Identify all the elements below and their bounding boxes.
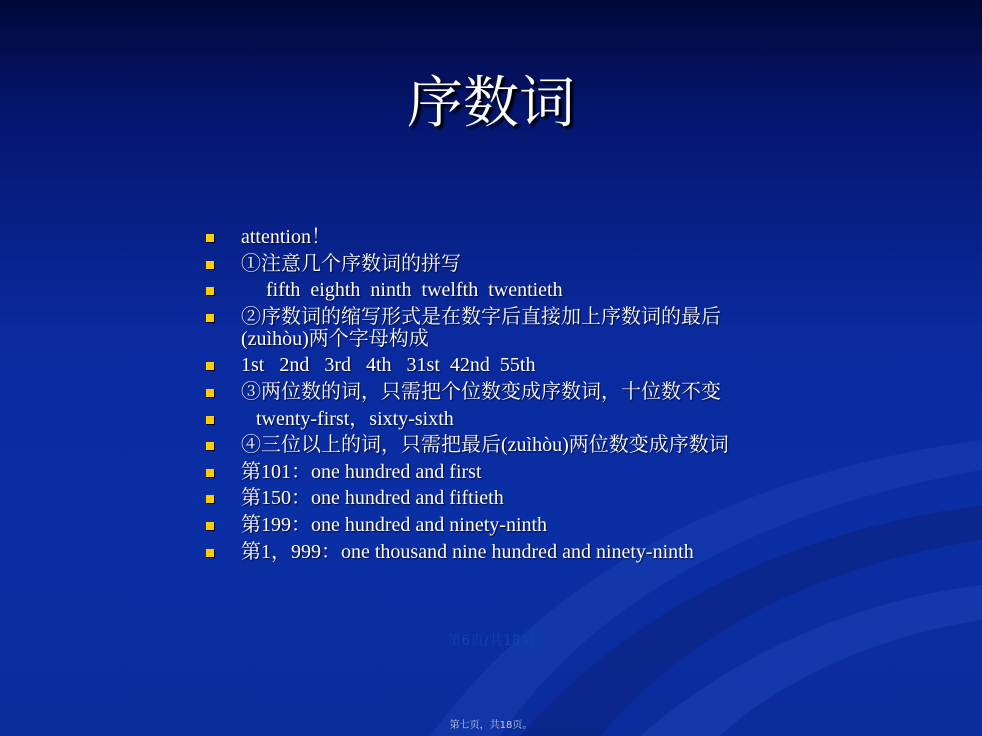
slide-title: 序数词 (407, 71, 575, 136)
bullet-item: 1st 2nd 3rd 4th 31st 42nd 55th (204, 354, 784, 376)
bullet-marker-icon (206, 442, 214, 450)
bullet-marker-icon (206, 287, 214, 295)
bullet-item: twenty-first，sixty-sixth (204, 408, 784, 430)
bullet-marker-icon (206, 261, 214, 269)
bullet-item: 第199：one hundred and ninety-ninth (204, 514, 784, 536)
bullet-item: ①注意几个序数词的拼写 (204, 253, 784, 275)
bullet-item: 第150：one hundred and fiftieth (204, 487, 784, 509)
bullet-marker-icon (206, 522, 214, 530)
bullet-marker-icon (206, 234, 214, 242)
page-footer: 第七页，共18页。 (449, 720, 533, 731)
bullet-item: 第1，999：one thousand nine hundred and ninety-ninth (204, 541, 784, 563)
bullet-marker-icon (206, 362, 214, 370)
bullet-item: ②序数词的缩写形式是在数字后直接加上序数词的最后(zuìhòu)两个字母构成 (204, 306, 784, 350)
bullet-marker-icon (206, 469, 214, 477)
page-indicator: 第6页/共18页 (447, 633, 535, 649)
bullet-item: attention！ (204, 226, 784, 248)
bullet-list (204, 226, 784, 567)
bullet-item: 第101：one hundred and first (204, 461, 784, 483)
bullet-marker-icon (206, 314, 214, 322)
bullet-marker-icon (206, 495, 214, 503)
bullet-marker-icon (206, 389, 214, 397)
bullet-marker-icon (206, 416, 214, 424)
bullet-marker-icon (206, 549, 214, 557)
bullet-item: ③两位数的词，只需把个位数变成序数词，十位数不变 (204, 381, 784, 403)
bullet-item: fifth eighth ninth twelfth twentieth (204, 279, 784, 301)
bullet-item: ④三位以上的词，只需把最后(zuìhòu)两位数变成序数词 (204, 434, 784, 456)
